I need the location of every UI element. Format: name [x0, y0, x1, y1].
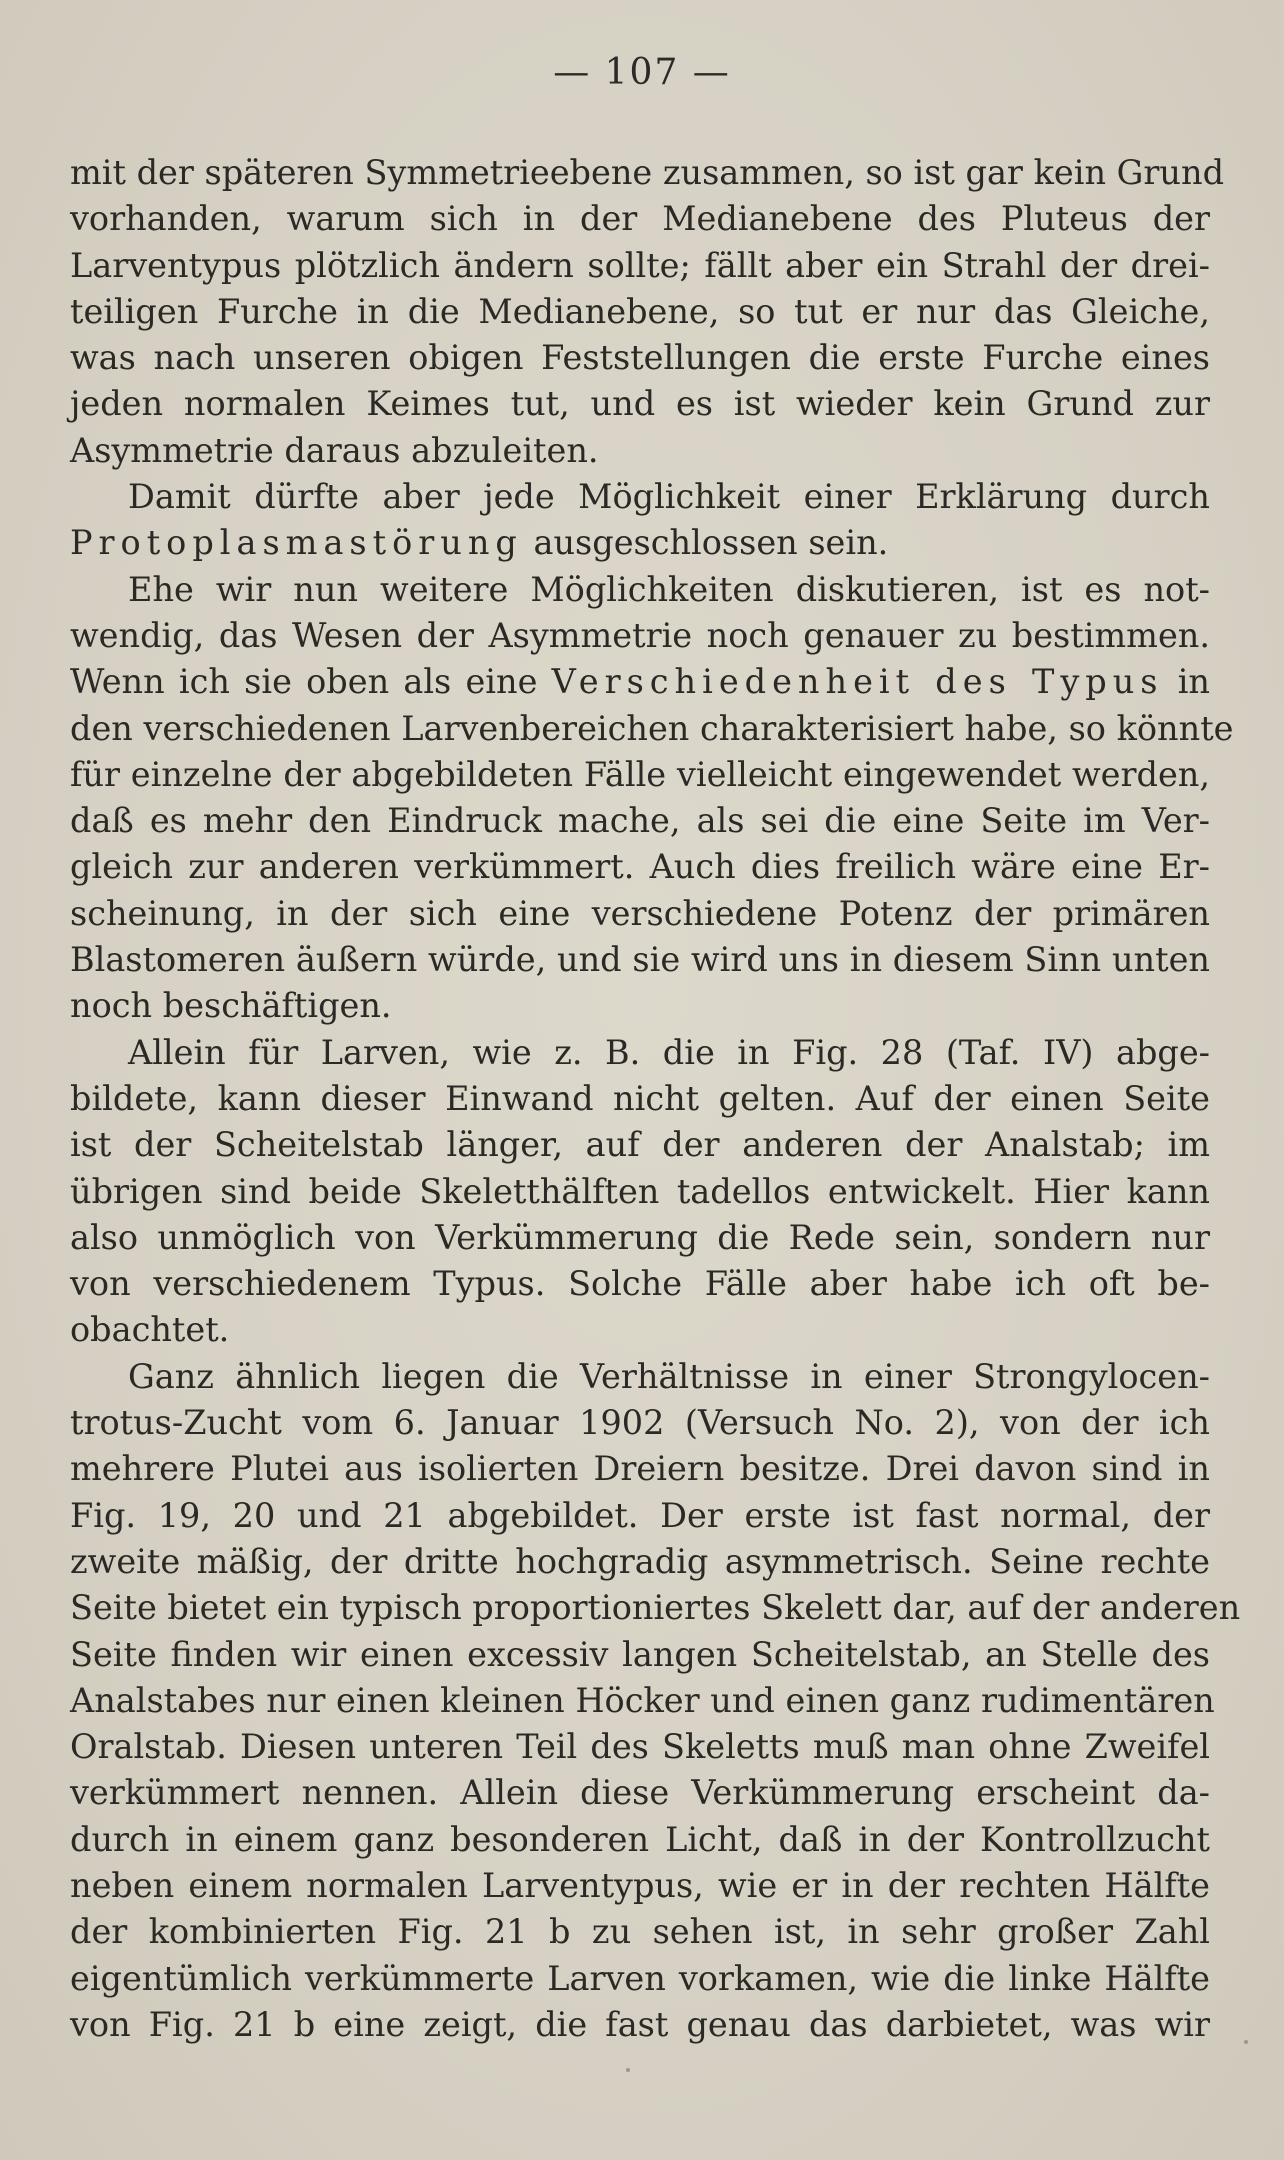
text-line: Seite bietet ein typisch proportioniertes Skelett dar, auf der anderen [70, 1588, 1241, 1628]
emphasized-term: Verschiedenheit des Typus [551, 662, 1164, 702]
page-number: — 107 — [553, 52, 731, 93]
body-text [70, 150, 1241, 2048]
text-line: teiligen Furche in die Medianebene, so tut er nur das Gleiche, [70, 291, 1210, 331]
text-line: mehrere Plutei aus isolierten Dreiern besitze. Drei davon sind in [70, 1449, 1210, 1489]
text-line: jeden normalen Keimes tut, und es ist wieder kein Grund zur [70, 384, 1210, 424]
text-line: bildete, kann dieser Einwand nicht gelten. Auf der einen Seite [70, 1078, 1210, 1118]
paper-speck [1244, 2040, 1248, 2044]
text-line: Asymmetrie daraus abzuleiten. [70, 430, 599, 470]
text-line: scheinung, in der sich eine verschiedene Potenz der primären [70, 893, 1210, 933]
text-line: der kombinierten Fig. 21 b zu sehen ist, in sehr großer Zahl [70, 1912, 1210, 1952]
text-line: Fig. 19, 20 und 21 abgebildet. Der erste ist fast normal, der [70, 1495, 1210, 1535]
text-line: für einzelne der abgebildeten Fälle vielleicht eingewendet werden, [70, 754, 1210, 794]
text-line: Blastomeren äußern würde, und sie wird uns in diesem Sinn unten [70, 940, 1210, 980]
emphasized-term: Protoplasmastörung [70, 523, 523, 563]
text-line: ist der Scheitelstab länger, auf der anderen der Analstab; im [70, 1125, 1210, 1165]
text-fragment: ausgeschlossen sein. [522, 523, 889, 563]
text-line [70, 520, 1210, 566]
text-line: Damit dürfte aber jede Möglichkeit einer Erklärung durch [128, 477, 1210, 517]
text-line: Ganz ähnlich liegen die Verhältnisse in einer Strongylocen- [128, 1356, 1210, 1396]
paragraph-4 [70, 1030, 1210, 1354]
text-line: Allein für Larven, wie z. B. die in Fig. 28 (Taf. IV) abge- [128, 1032, 1210, 1072]
paper-speck [626, 2068, 630, 2072]
text-line: übrigen sind beide Skeletthälften tadellos entwickelt. Hier kann [70, 1171, 1210, 1211]
text-line: durch in einem ganz besonderen Licht, daß in der Kontrollzucht [70, 1819, 1210, 1859]
text-line: Oralstab. Diesen unteren Teil des Skeletts muß man ohne Zweifel [70, 1727, 1210, 1767]
text-line: zweite mäßig, der dritte hochgradig asymmetrisch. Seine rechte [70, 1541, 1210, 1581]
text-line: mit der späteren Symmetrieebene zusammen, so ist gar kein Grund [70, 153, 1225, 192]
paragraph-1 [70, 150, 1225, 474]
text-line: den verschiedenen Larvenbereichen charakterisiert habe, so könnte [70, 708, 1234, 748]
text-line: von Fig. 21 b eine zeigt, die fast genau das darbietet, was wir [70, 2004, 1210, 2044]
text-line: Ehe wir nun weitere Möglichkeiten diskutieren, ist es not- [128, 569, 1210, 609]
text-line: daß es mehr den Eindruck mache, als sei die eine Seite im Ver- [70, 801, 1210, 841]
text-line: verkümmert nennen. Allein diese Verkümmerung erscheint da- [70, 1773, 1210, 1813]
text-line [70, 659, 1210, 705]
text-line: vorhanden, warum sich in der Medianebene des Pluteus der [70, 199, 1210, 239]
text-line: Seite finden wir einen excessiv langen Scheitelstab, an Stelle des [70, 1634, 1210, 1674]
text-fragment: Wenn ich sie oben als eine [70, 662, 552, 702]
text-line: wendig, das Wesen der Asymmetrie noch genauer zu bestimmen. [70, 615, 1210, 655]
text-line: gleich zur anderen verkümmert. Auch dies freilich wäre eine Er- [70, 847, 1210, 887]
text-line: trotus-Zucht vom 6. Januar 1902 (Versuch No. 2), von der ich [70, 1403, 1210, 1443]
text-line: von verschiedenem Typus. Solche Fälle aber habe ich oft be- [70, 1264, 1210, 1304]
text-fragment: in [1163, 662, 1210, 702]
paragraph-5 [70, 1354, 1241, 2048]
text-line: eigentümlich verkümmerte Larven vorkamen, wie die linke Hälfte [70, 1958, 1210, 1998]
text-line: also unmöglich von Verkümmerung die Rede sein, sondern nur [70, 1217, 1210, 1257]
text-line: noch beschäftigen. [70, 986, 392, 1026]
paragraph-3 [70, 567, 1234, 1030]
text-line: neben einem normalen Larventypus, wie er in der rechten Hälfte [70, 1865, 1210, 1905]
paragraph-2 [70, 474, 1210, 567]
text-line: Analstabes nur einen kleinen Höcker und einen ganz rudimentären [70, 1680, 1215, 1720]
text-line: was nach unseren obigen Feststellungen die erste Furche eines [70, 338, 1210, 378]
text-line: obachtet. [70, 1310, 230, 1350]
text-line: Larventypus plötzlich ändern sollte; fällt aber ein Strahl der drei- [70, 245, 1210, 285]
